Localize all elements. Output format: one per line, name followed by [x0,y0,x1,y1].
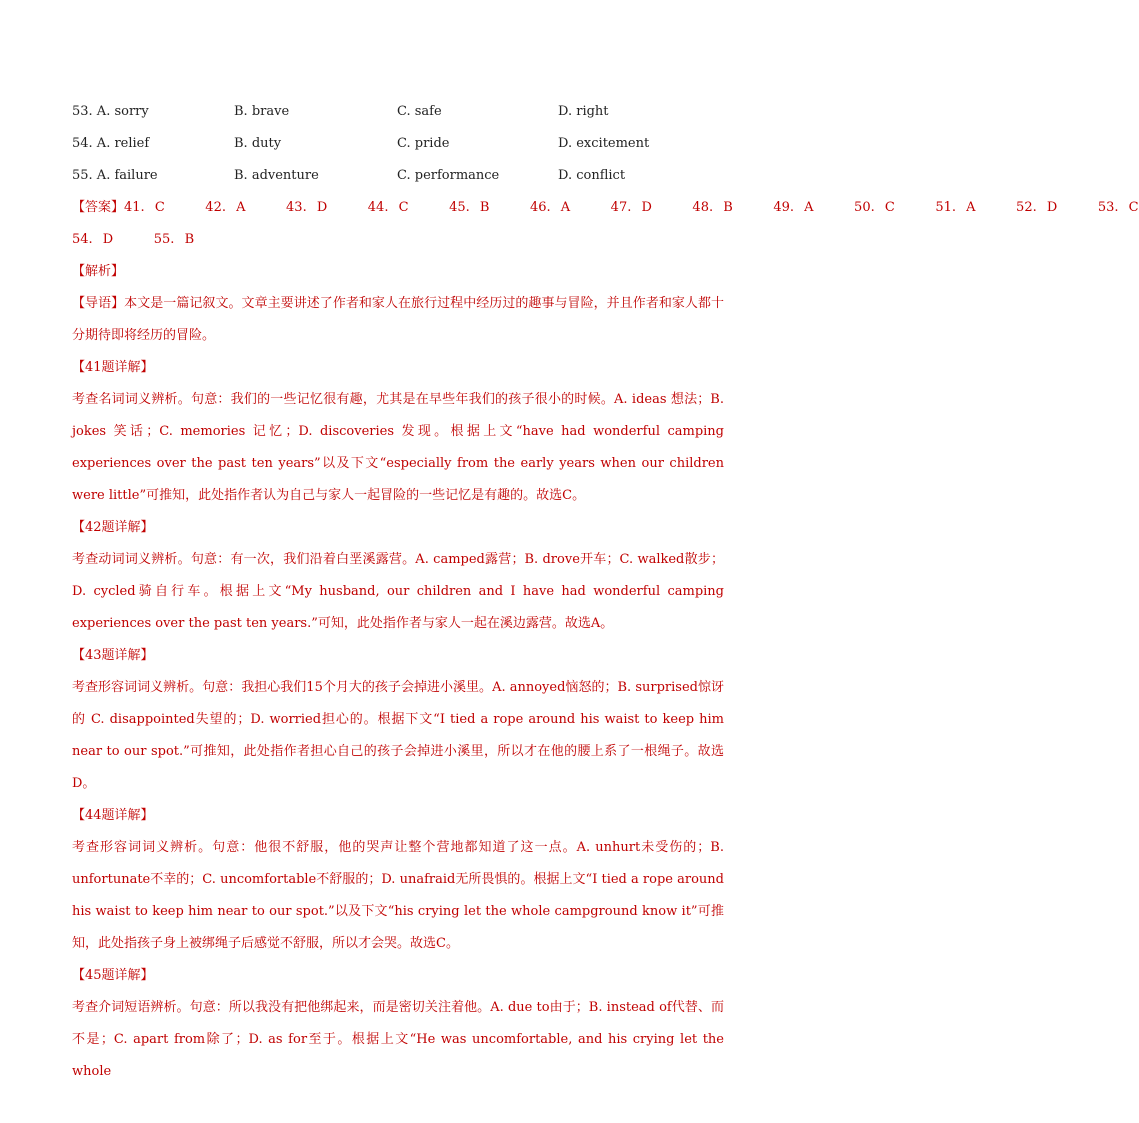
option-row-53 [72,96,724,128]
q44-heading: 【44题详解】 [72,808,154,823]
q45-heading: 【45题详解】 [72,968,154,983]
guide-label: 【导语】 [72,296,125,311]
document-content [72,96,1139,1088]
answer-line-1 [72,192,1139,224]
answer-line-2 [72,224,724,256]
option-55-b: B. adventure [234,168,319,183]
answer-list-2: 54. D 55. B [72,232,195,247]
option-row-54 [72,128,724,160]
option-53-d: D. right [558,104,609,119]
answer-list-1: 41. C 42. A 43. D 44. C 45. B 46. A 47. D 48. B 49. A 50. C 51. A 52. D 53. C [124,200,1139,215]
q42-explanation: 考查动词词义辨析。句意：有一次，我们沿着白垩溪露营。A. camped露营；B. drove开车；C. walked散步；D. cycled骑自行车。根据上文“My husband, our children and I have had wonderful camping experiences over the past ten years.”可知，此处指作者与家人一起在溪边露营。故选A。 [72,552,724,631]
option-55-a: 55. A. failure [72,168,158,183]
analysis-heading: 【解析】 [72,264,125,279]
option-row-55 [72,160,724,192]
option-54-c: C. pride [397,136,450,151]
option-55-c: C. performance [397,168,500,183]
q41-heading: 【41题详解】 [72,360,154,375]
q43-explanation: 考查形容词词义辨析。句意：我担心我们15个月大的孩子会掉进小溪里。A. annoyed恼怒的；B. surprised惊讶的 C. disappointed失望的；D. worried担心的。根据下文“I tied a rope around his waist to keep him near to our spot.”可推知，此处指作者担心自己的孩子会掉进小溪里，所以才在他的腰上系了一根绳子。故选D。 [72,680,724,791]
q41-explanation: 考查名词词义辨析。句意：我们的一些记忆很有趣，尤其是在早些年我们的孩子很小的时候。A. ideas 想法；B. jokes 笑话；C. memories 记忆；D. discoveries 发现。根据上文“have had wonderful camping experiences over the past ten years”以及下文“especially from the early years when our children were little”可推知，此处指作者认为自己与家人一起冒险的一些记忆是有趣的。故选C。 [72,392,724,503]
option-55-d: D. conflict [558,168,626,183]
option-54-b: B. duty [234,136,282,151]
option-53-c: C. safe [397,104,442,119]
option-53-b: B. brave [234,104,290,119]
q45-explanation: 考查介词短语辨析。句意：所以我没有把他绑起来，而是密切关注着他。A. due to由于；B. instead of代替、而不是；C. apart from除了；D. as for至于。根据上文“He was uncomfortable, and his crying let the whole [72,1000,724,1079]
option-53-a: 53. A. sorry [72,104,149,119]
option-54-d: D. excitement [558,136,650,151]
q44-explanation: 考查形容词词义辨析。句意：他很不舒服，他的哭声让整个营地都知道了这一点。A. unhurt未受伤的；B. unfortunate不幸的；C. uncomfortable不舒服的；D. unafraid无所畏惧的。根据上文“I tied a rope around his waist to keep him near to our spot.”以及下文“his crying let the whole campground know it”可推知，此处指孩子身上被绑绳子后感觉不舒服，所以才会哭。故选C。 [72,840,724,951]
guide-paragraph [72,288,724,352]
q42-heading: 【42题详解】 [72,520,154,535]
answer-label: 【答案】 [72,200,125,215]
q43-heading: 【43题详解】 [72,648,154,663]
guide-text: 本文是一篇记叙文。文章主要讲述了作者和家人在旅行过程中经历过的趣事与冒险，并且作者和家人都十分期待即将经历的冒险。 [72,296,724,343]
option-54-a: 54. A. relief [72,136,150,151]
